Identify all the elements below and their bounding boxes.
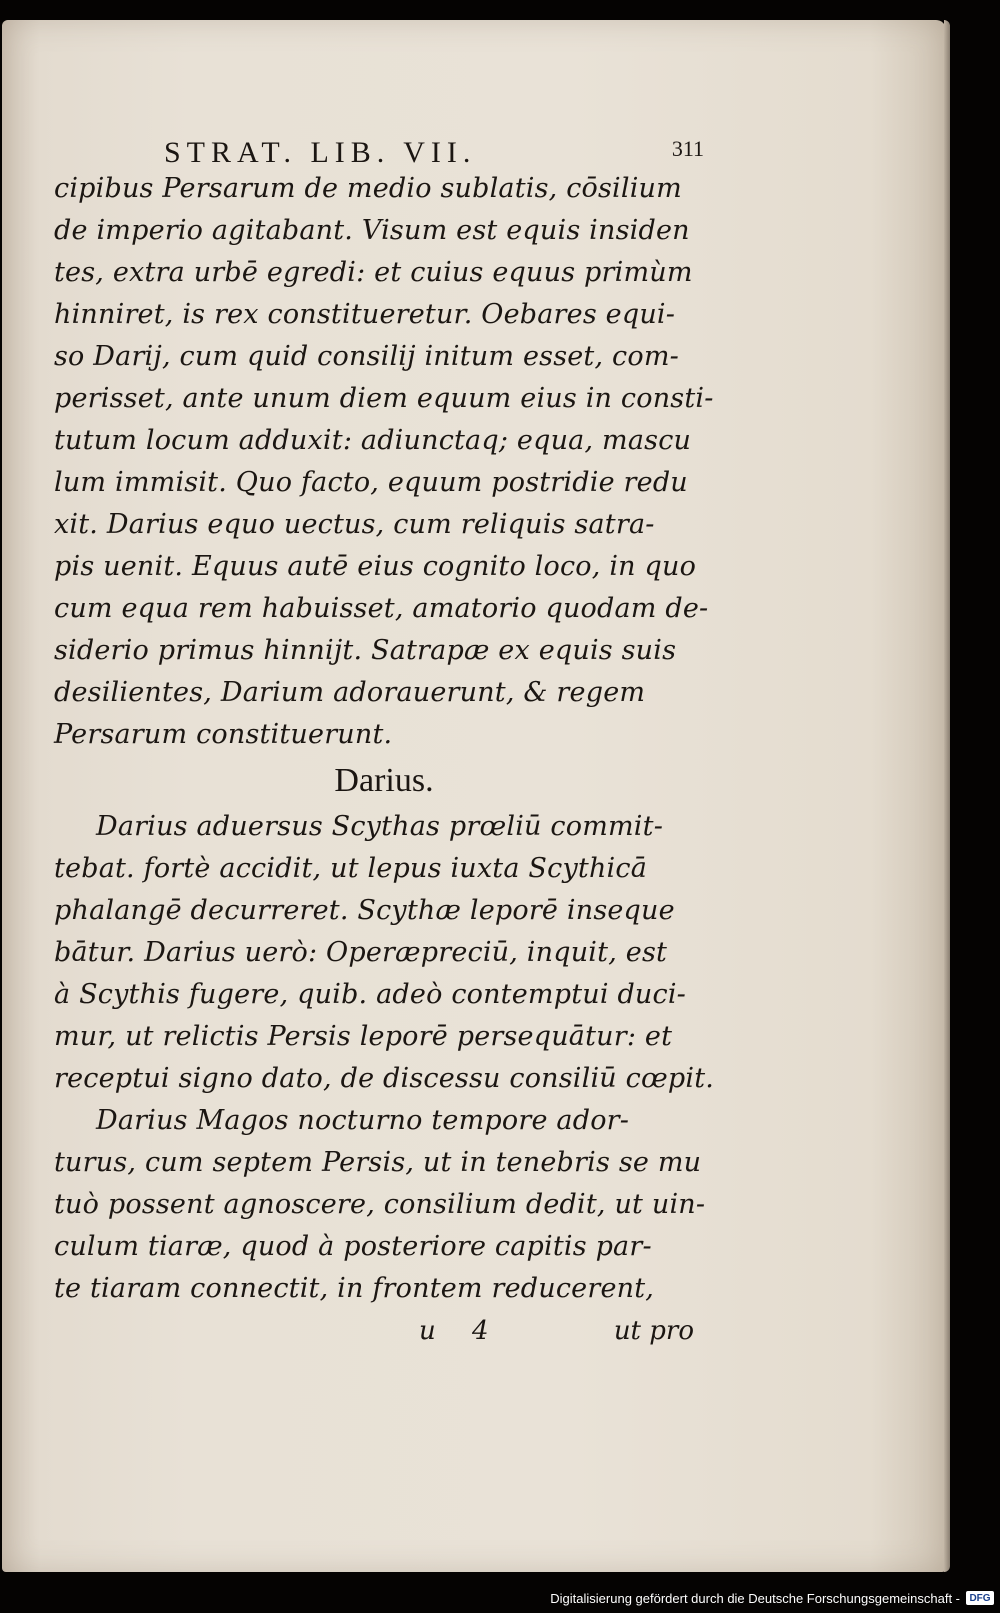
dfg-logo-text: DFG xyxy=(969,1592,991,1604)
credit-text: Digitalisierung gefördert durch die Deutsche Forschungsgemeinschaft - xyxy=(550,1590,960,1606)
text-line: à Scythis fugere, quib. adeò contemptui duci- xyxy=(54,979,687,1010)
catchword: ut pro xyxy=(613,1316,694,1346)
text-line: hinniret, is rex constitueretur. Oebares equi- xyxy=(54,299,676,330)
page-edge xyxy=(944,20,950,1572)
text-line: receptui signo dato, de discessu consiliū cœpit. xyxy=(54,1063,715,1094)
text-line: cipibus Persarum de medio sublatis, cōsilium xyxy=(54,173,682,204)
dfg-logo-icon xyxy=(966,1591,994,1605)
text-line: Persarum constituerunt. xyxy=(54,719,393,750)
text-line: so Darij, cum quid consilij initum esset, com- xyxy=(54,341,679,372)
text-line: tebat. fortè accidit, ut lepus iuxta Scythicā xyxy=(54,853,647,884)
text-line: pis uenit. Equus autē eius cognito loco, in quo xyxy=(54,551,697,582)
text-line: tutum locum adduxit: adiunctaq; equa, mascu xyxy=(54,425,692,456)
text-line: Darius aduersus Scythas prœliū commit- xyxy=(96,811,664,842)
page-header xyxy=(54,120,704,169)
text-line: xit. Darius equo uectus, cum reliquis satra- xyxy=(54,509,655,540)
section-heading: Darius. xyxy=(334,762,434,799)
paragraph-1 xyxy=(54,168,714,756)
page-footer xyxy=(54,1310,694,1352)
text-line: de imperio agitabant. Visum est equis insiden xyxy=(54,215,690,246)
text-line: Darius Magos nocturno tempore ador- xyxy=(96,1105,630,1136)
text-line: phalangē decurreret. Scythæ leporē inseque xyxy=(54,895,675,926)
paragraph-3 xyxy=(54,1100,706,1310)
text-line: te tiaram connectit, in frontem reducerent, xyxy=(54,1273,655,1304)
text-line: turus, cum septem Persis, ut in tenebris se mu xyxy=(54,1147,702,1178)
digitization-credit xyxy=(550,1587,994,1609)
text-line: mur, ut relictis Persis leporē persequātur: et xyxy=(54,1021,673,1052)
text-line: culum tiaræ, quod à posteriore capitis par- xyxy=(54,1231,652,1262)
book-page xyxy=(2,20,946,1572)
paragraph-2 xyxy=(54,806,715,1100)
page-text-block xyxy=(54,120,715,1352)
text-line: tes, extra urbē egredi: et cuius equus primùm xyxy=(54,257,693,288)
text-line: perisset, ante unum diem equum eius in consti- xyxy=(54,383,714,414)
text-line: bātur. Darius uerò: Operæpreciū, inquit, est xyxy=(54,937,668,968)
text-line: cum equa rem habuisset, amatorio quodam de- xyxy=(54,593,709,624)
folio-number: 311 xyxy=(671,136,704,161)
text-line: tuò possent agnoscere, consilium dedit, ut uin- xyxy=(54,1189,706,1220)
running-title: STRAT. LIB. VII. xyxy=(164,136,477,169)
text-line: lum immisit. Quo facto, equum postridie redu xyxy=(54,467,688,498)
text-line: siderio primus hinnijt. Satrapæ ex equis suis xyxy=(54,635,677,666)
text-line: desilientes, Darium adorauerunt, & regem xyxy=(54,677,646,708)
signature-mark: u 4 xyxy=(419,1316,503,1346)
